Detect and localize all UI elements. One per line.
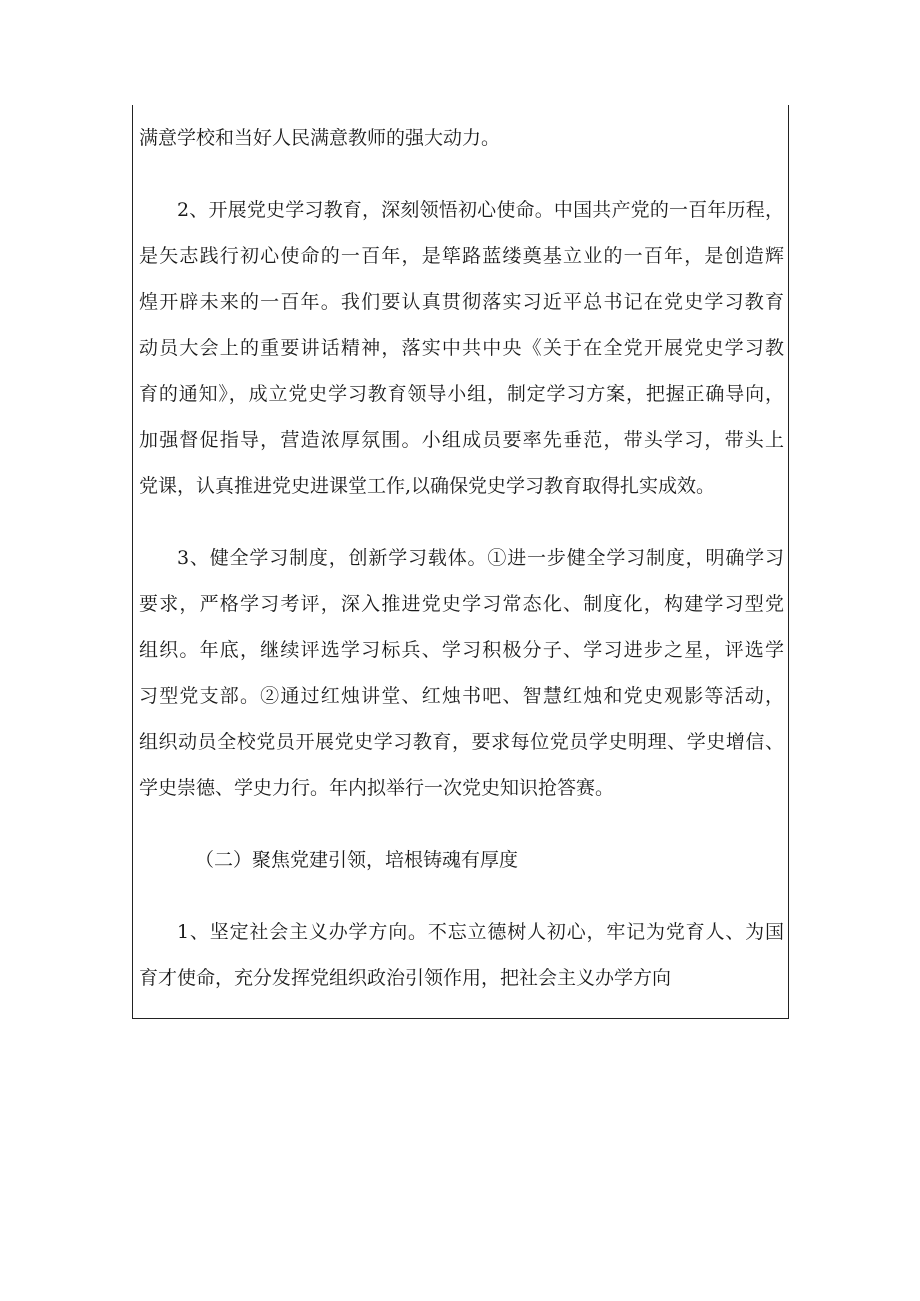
text-line: 满意学校和当好人民满意教师的强大动力。 xyxy=(139,127,501,149)
paragraph-3-line: 组织动员全校党员开展党史学习教育，要求每位党员学史明理、学史增信、 xyxy=(139,731,784,753)
paragraph-3-line: 学史崇德、学史力行。年内拟举行一次党史知识抢答赛。 xyxy=(139,777,615,799)
paragraph-2-line: 动员大会上的重要讲话精神，落实中共中央《关于在全党开展党史学习教 xyxy=(139,337,784,359)
paragraph-3-line: 习型党支部。②通过红烛讲堂、红烛书吧、智慧红烛和党史观影等活动， xyxy=(139,685,784,707)
document-table-cell xyxy=(132,105,789,1019)
paragraph-2-line: 育的通知》，成立党史学习教育领导小组，制定学习方案，把握正确导向， xyxy=(139,383,784,405)
section-heading: （二）聚焦党建引领，培根铸魂有厚度 xyxy=(195,849,519,871)
paragraph-4-line: 育才使命，充分发挥党组织政治引领作用，把社会主义办学方向 xyxy=(139,967,672,989)
paragraph-3-line: 3、健全学习制度，创新学习载体。①进一步健全学习制度，明确学习 xyxy=(177,547,784,569)
paragraph-4-line: 1、坚定社会主义办学方向。不忘立德树人初心，牢记为党育人、为国 xyxy=(177,921,784,943)
paragraph-3-line: 要求，严格学习考评，深入推进党史学习常态化、制度化，构建学习型党 xyxy=(139,593,784,615)
paragraph-3-line: 组织。年底，继续评选学习标兵、学习积极分子、学习进步之星，评选学 xyxy=(139,639,784,661)
paragraph-2-line: 党课，认真推进党史进课堂工作,以确保党史学习教育取得扎实成效。 xyxy=(139,475,716,497)
paragraph-2-line: 2、开展党史学习教育，深刻领悟初心使命。中国共产党的一百年历程， xyxy=(177,199,784,221)
paragraph-2-line: 是矢志践行初心使命的一百年，是筚路蓝缕奠基立业的一百年，是创造辉 xyxy=(139,245,784,267)
paragraph-2-line: 加强督促指导，营造浓厚氛围。小组成员要率先垂范，带头学习，带头上 xyxy=(139,429,784,451)
paragraph-2-line: 煌开辟未来的一百年。我们要认真贯彻落实习近平总书记在党史学习教育 xyxy=(139,291,784,313)
